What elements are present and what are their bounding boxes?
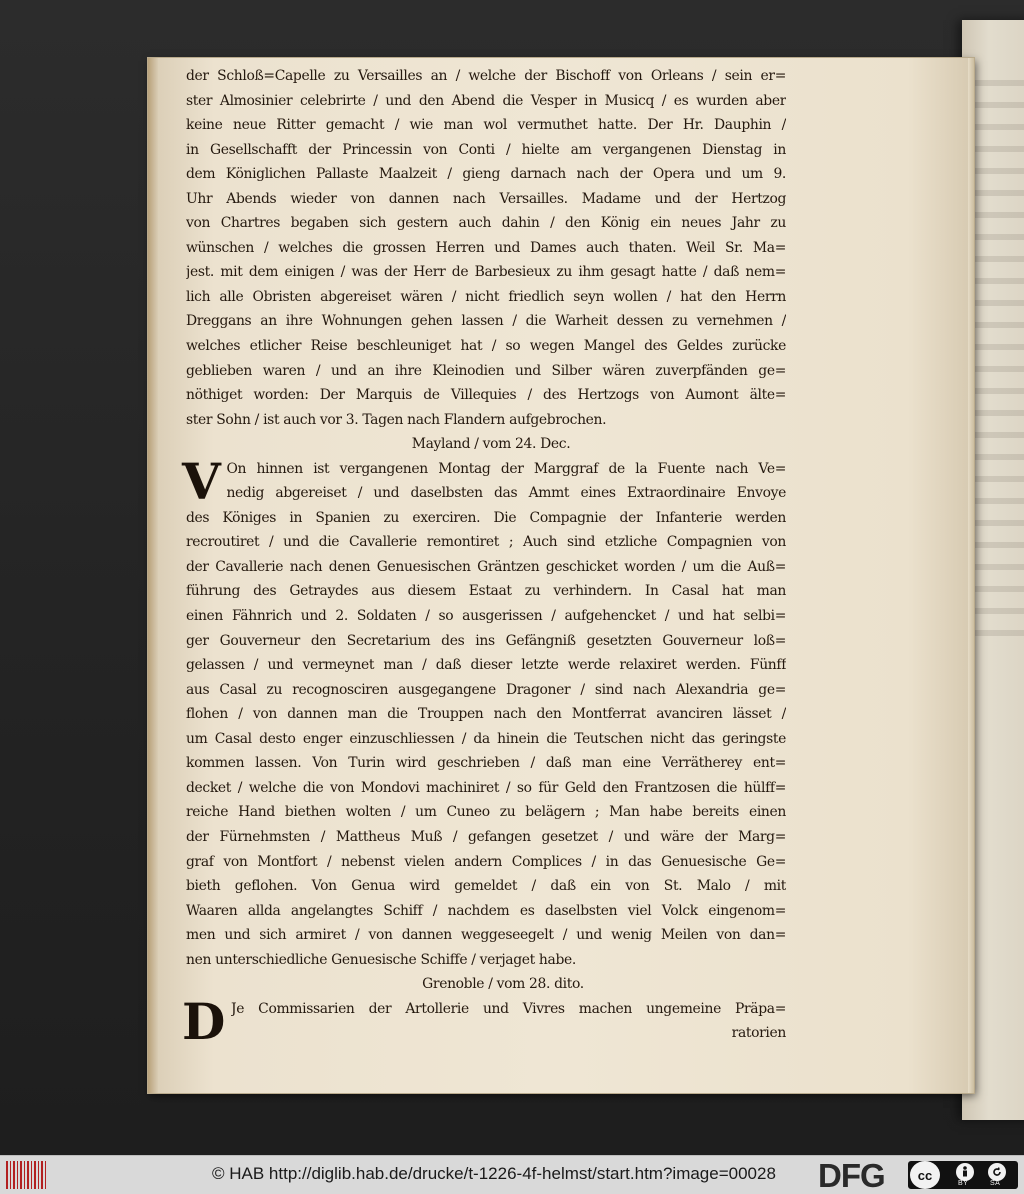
viewer-footer [0, 1155, 1024, 1194]
share-alike-icon [988, 1163, 1006, 1181]
text-line: um Casal desto enger einzuschliessen / da hinein die Teutschen nicht das geringste [186, 730, 786, 747]
text-line: bieth geflohen. Von Genua wird gemeldet / daß ein von St. Malo / mit [186, 878, 786, 895]
text-line: dem Königlichen Pallaste Maalzeit / gieng darnach nach der Opera und um 9. [186, 166, 786, 183]
paragraph-grenoble [182, 991, 786, 1051]
creative-commons-icon: cc [910, 1161, 940, 1189]
text-line: jest. mit dem einigen / was der Herr de Barbesieux zu ihm gesagt hatte / daß nem= [186, 264, 786, 281]
text-line: der Cavallerie nach denen Genuesischen Gräntzen geschicket worden / um die Auß= [186, 558, 786, 575]
text-line: On hinnen ist vergangenen Montag der Marggraf de la Fuente nach Ve= [226, 460, 786, 477]
text-line: lich alle Obristen abgereiset wären / nicht friedlich seyn wollen / hat den Herrn [186, 288, 786, 305]
text-line: welches etlicher Reise beschleuniget hat / so wegen Mangel des Geldes zurücke [186, 338, 786, 355]
text-line: einen Fähnrich und 2. Soldaten / so ausgerissen / aufgehencket / und hat selbi= [186, 608, 786, 625]
text-line: men und sich armiret / von dannen weggeseegelt / und wenig Meilen von dan= [186, 927, 786, 944]
initial-letter: D [182, 991, 226, 1051]
dfg-logo[interactable]: DFG [818, 1157, 885, 1194]
dateline-mayland: Mayland / vom 24. Dec. [411, 436, 571, 453]
text-line: gelassen / und vermeynet man / daß dieser letzte werde relaxiret werden. Fünff [186, 657, 786, 674]
text-line: decket / welche die von Mondovi machiniret / so für Geld den Frantzosen die hülff= [186, 779, 786, 796]
by-label: BY [958, 1180, 969, 1187]
initial-letter: V [182, 451, 221, 511]
text-line: Uhr Abends wieder von dannen nach Versailles. Madame und der Hertzog [186, 190, 786, 207]
text-line: reiche Hand biethen wolten / um Cuneo zu belägern ; Man habe bereits einen [186, 804, 786, 821]
text-line: von Chartres begaben sich gestern auch dahin / den König ein neues Jahr zu [186, 215, 786, 232]
text-line: nöthiget worden: Der Marquis de Villequies / des Hertzogs von Aumont älte= [186, 387, 786, 404]
attribution-icon [956, 1163, 974, 1181]
catchword: ratorien [731, 1025, 786, 1042]
text-line: graf von Montfort / nebenst vielen andern Complices / in das Genuesische Ge= [186, 853, 786, 870]
text-line: keine neue Ritter gemacht / wie man wol vermuthet hatte. Der Hr. Dauphin / [186, 117, 786, 134]
text-line: ger Gouverneur den Secretarium des ins Gefängniß gesetzten Gouverneur loß= [186, 632, 786, 649]
text-line: in Gesellschafft der Princessin von Conti / hielte am vergangenen Dienstag in [186, 141, 786, 158]
text-line: der Fürnehmsten / Mattheus Muß / gefangen gesetzet / und wäre der Marg= [186, 828, 786, 845]
text-line: Waaren allda angelangtes Schiff / nachdem es daselbsten viel Volck eingenom= [186, 902, 786, 919]
text-line: nedig abgereiset / und daselbsten das Ammt eines Extraordinaire Envoye [226, 485, 786, 502]
text-line: ster Sohn / ist auch vor 3. Tagen nach Flandern aufgebrochen. [186, 411, 607, 428]
paragraph-mayland [182, 451, 786, 511]
text-line: geblieben waren / und an ihre Kleinodien und Silber wären zuverpfänden ge= [186, 362, 786, 379]
text-line: Je Commissarien der Artollerie und Vivres machen ungemeine Präpa= [231, 1000, 786, 1017]
sa-label: SA [990, 1180, 1001, 1187]
text-line: des Königes in Spanien zu exerciren. Die Compagnie der Infanterie werden [186, 509, 786, 526]
text-line: flohen / von dannen man die Trouppen nach den Montferrat avanciren lässet / [186, 706, 786, 723]
text-line: aus Casal zu recognosciren ausgegangene Dragoner / sind nach Alexandria ge= [186, 681, 786, 698]
barcode-logo [6, 1161, 46, 1189]
text-line: führung des Getraydes aus diesem Estaat zu verhindern. In Casal hat man [186, 583, 786, 600]
dateline-grenoble: Grenoble / vom 28. dito. [422, 976, 584, 993]
text-line: der Schloß=Capelle zu Versailles an / welche der Bischoff von Orleans / sein er= [186, 68, 786, 84]
license-badge[interactable] [908, 1161, 1018, 1189]
text-line: nen unterschiedliche Genuesische Schiffe / verjaget habe. [186, 951, 576, 968]
page-text [182, 64, 786, 1051]
copyright-link[interactable]: © HAB http://diglib.hab.de/drucke/t-1226-4f-helmst/start.htm?image=00028 [212, 1164, 776, 1183]
text-line: kommen lassen. Von Turin wird geschrieben / daß man eine Verrätherey ent= [186, 755, 786, 772]
text-line: ster Almosinier celebrirte / und den Abend die Vesper in Musicq / es wurden aber [186, 92, 786, 109]
text-line: recroutiret / und die Cavallerie remontiret ; Auch sind etzliche Compagnien von [186, 534, 786, 551]
text-line: Dreggans an ihre Wohnungen gehen lassen / die Warheit dessen zu vernehmen / [186, 313, 786, 330]
text-line: wünschen / welches die grossen Herren und Dames auch thaten. Weil Sr. Ma= [186, 239, 786, 256]
